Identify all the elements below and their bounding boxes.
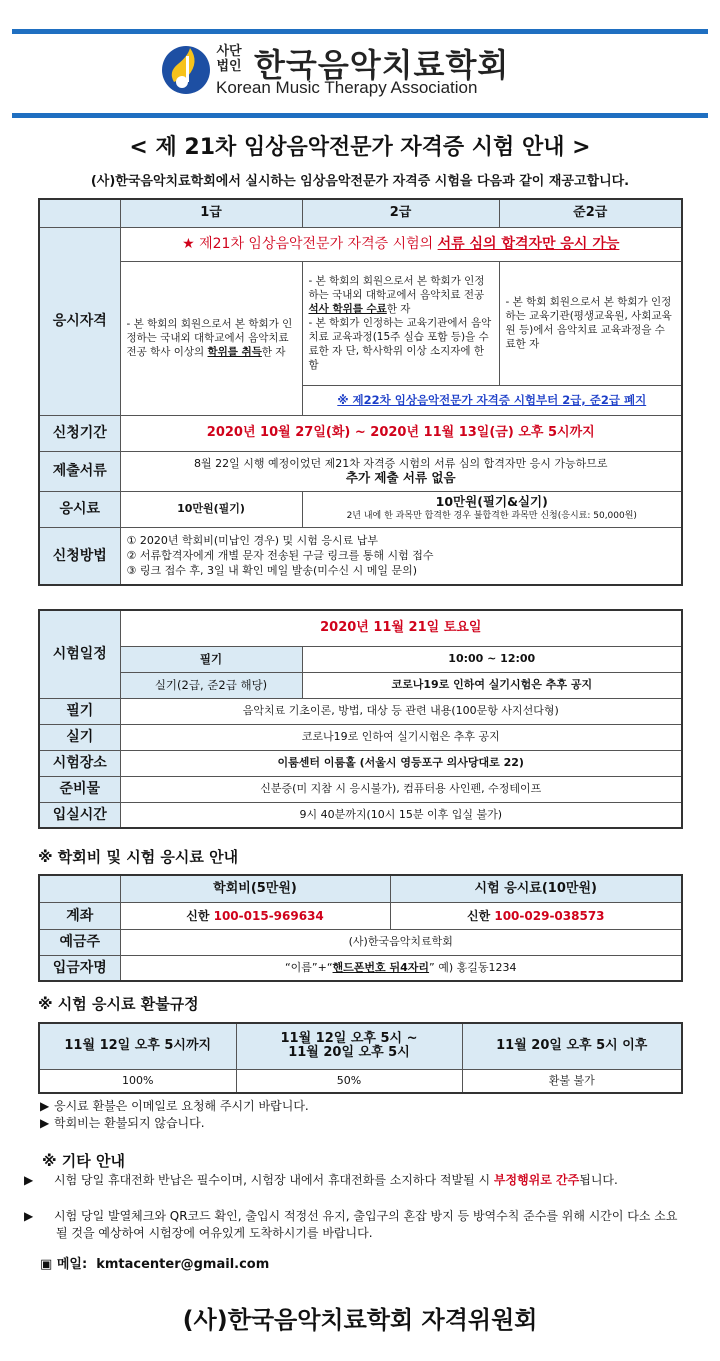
- blank-corner: [39, 199, 120, 227]
- apply-period: 2020년 10월 27일(화) ~ 2020년 11월 13일(금) 오후 5시까지: [120, 415, 682, 451]
- depositor: “이름”+“핸드폰번호 뒤4자리” 예) 홍길동1234: [120, 955, 682, 981]
- account-label: 계좌: [39, 902, 120, 929]
- etc-note-2: ▶ 시험 당일 발열체크와 QR코드 확인, 출입시 적정선 유지, 출입구의 혼잡 방지 등 방역수칙 준수를 위해 시간이 다소 소요될 것을 예상하여 시험장에 여유있게 도착하시기를 바랍니다.: [24, 1209, 678, 1240]
- venue-label: 시험장소: [39, 750, 120, 776]
- square-bullet-icon: ▣: [40, 1257, 53, 1272]
- account-membership: 신한 100-015-969634: [120, 902, 390, 929]
- email-address[interactable]: kmtacenter@gmail.com: [96, 1257, 270, 1272]
- refund-note-2: ▶ 학회비는 환불되지 않습니다.: [40, 1116, 205, 1130]
- col-grade2-sub: 준2급: [499, 199, 682, 227]
- music-note-logo-icon: [160, 42, 210, 98]
- pilgi-content: 음악치료 기초이론, 방법, 대상 등 관련 내용(100문항 사지선다형): [120, 698, 682, 724]
- fee-section-heading: ※ 학회비 및 시험 응시료 안내: [38, 848, 239, 866]
- prep-label: 준비물: [39, 776, 120, 802]
- schedule-label: 시험일정: [39, 610, 120, 698]
- docs-content: 8월 22일 시행 예정이었던 제21차 자격증 시험의 서류 심의 합격자만 응시 가능하므로 추가 제출 서류 없음: [120, 451, 682, 491]
- apply-label: 신청기간: [39, 415, 120, 451]
- holder: (사)한국음악치료학회: [120, 929, 682, 955]
- col-exam-fee: 시험 응시료(10만원): [390, 875, 682, 902]
- prep: 신분증(미 지참 시 응시불가), 컴퓨터용 사인펜, 수정테이프: [120, 776, 682, 802]
- refund-v3: 환불 불가: [462, 1069, 682, 1093]
- refund-col2: 11월 12일 오후 5시 ~ 11월 20일 오후 5시: [236, 1023, 462, 1069]
- pilgi-label: 필기: [39, 698, 120, 724]
- col-grade2: 2급: [302, 199, 499, 227]
- org-name-kor: 한국음악치료학회: [254, 46, 510, 84]
- triangle-bullet-icon: ▶: [40, 1099, 50, 1113]
- qual-grade2: - 본 학회의 회원으로서 본 학회가 인정하는 국내외 대학교에서 음악치료 전공 석사 학위를 수료한 자 - 본 학회가 인정하는 교육기관에서 음악치료 교육과정(15주 실습 포함 등)을 수료한 자 단, 학사학위 이상 소지자에 한함: [302, 261, 499, 385]
- page-title: < 제 21차 임상음악전문가 자격증 시험 안내 >: [129, 135, 591, 160]
- written-time: 10:00 ~ 12:00: [302, 646, 682, 672]
- blank-corner: [39, 875, 120, 902]
- org-name-eng: Korean Music Therapy Association: [216, 78, 478, 97]
- written-label: 필기: [120, 646, 302, 672]
- application-table: [38, 198, 683, 586]
- entry-label: 입실시간: [39, 802, 120, 828]
- triangle-bullet-icon: ▶: [40, 1116, 50, 1130]
- refund-col1: 11월 12일 오후 5시까지: [39, 1023, 236, 1069]
- method-content: ① 2020년 학회비(미납인 경우) 및 시험 응시료 납부 ② 서류합격자에게 개별 문자 전송된 구글 링크를 통해 시험 접수 ③ 링크 접수 후, 3일 내 확인 메일 발송(미수신 시 메일 문의): [120, 527, 682, 585]
- exam-table: [38, 609, 683, 829]
- refund-v2: 50%: [236, 1069, 462, 1093]
- practical-label: 실기(2급, 준2급 해당): [120, 672, 302, 698]
- refund-col3: 11월 20일 오후 5시 이후: [462, 1023, 682, 1069]
- qual-abolish-note: ※ 제22차 임상음악전문가 자격증 시험부터 2급, 준2급 폐지: [302, 385, 682, 415]
- qual-notice: ★ 제21차 임상음악전문가 자격증 시험의 서류 심의 합격자만 응시 가능: [120, 227, 682, 261]
- col-membership-fee: 학회비(5만원): [120, 875, 390, 902]
- method-label: 신청방법: [39, 527, 120, 585]
- docs-label: 제출서류: [39, 451, 120, 491]
- fee-label: 응시료: [39, 491, 120, 527]
- refund-section-heading: ※ 시험 응시료 환불규정: [38, 995, 199, 1013]
- holder-label: 예금주: [39, 929, 120, 955]
- logo: [160, 40, 580, 106]
- qual-label: 응시자격: [39, 227, 120, 415]
- fee-table: [38, 874, 683, 982]
- qual-grade1: - 본 학회의 회원으로서 본 학회가 인정하는 국내외 대학교에서 음악치료 전공 학사 이상의 학위를 취득한 자: [120, 261, 302, 415]
- top-bar: [12, 29, 708, 34]
- silgi-content: 코로나19로 인하여 실기시험은 추후 공지: [120, 724, 682, 750]
- org-prefix: 사단 법인: [216, 44, 242, 74]
- practical-time: 코로나19로 인하여 실기시험은 추후 공지: [302, 672, 682, 698]
- refund-table: [38, 1022, 683, 1094]
- refund-v1: 100%: [39, 1069, 236, 1093]
- page-subtitle: (사)한국음악치료학회에서 실시하는 임상음악전문가 자격증 시험을 다음과 같이 재공고합니다.: [90, 174, 630, 189]
- account-exam: 신한 100-029-038573: [390, 902, 682, 929]
- silgi-label: 실기: [39, 724, 120, 750]
- header-divider: [12, 113, 708, 118]
- refund-note-1: ▶ 응시료 환불은 이메일로 요청해 주시기 바랍니다.: [40, 1099, 309, 1113]
- col-grade1: 1급: [120, 199, 302, 227]
- email-line: ▣ 메일: kmtacenter@gmail.com: [40, 1257, 270, 1272]
- footer-committee: (사)한국음악치료학회 자격위원회: [182, 1306, 538, 1334]
- etc-note-1: ▶ 시험 당일 휴대전화 반납은 필수이며, 시험장 내에서 휴대전화를 소지하다 적발될 시 부정행위로 간주됩니다.: [24, 1173, 618, 1187]
- entry: 9시 40분까지(10시 15분 이후 입실 불가): [120, 802, 682, 828]
- exam-date: 2020년 11월 21일 토요일: [120, 610, 682, 646]
- etc-section-heading: ※ 기타 안내: [42, 1152, 125, 1170]
- triangle-bullet-icon: ▶: [24, 1209, 34, 1223]
- fee-grade2: 10만원(필기&실기) 2년 내에 한 과목만 합격한 경우 불합격한 과목만 신청(응시료: 50,000원): [302, 491, 682, 527]
- venue: 이룸센터 이룸홀 (서울시 영등포구 의사당대로 22): [120, 750, 682, 776]
- qual-grade2-sub: - 본 학회 회원으로서 본 학회가 인정하는 교육기관(평생교육원, 사회교육원 등)에서 음악치료 교육과정을 수료한 자: [499, 261, 682, 385]
- triangle-bullet-icon: ▶: [24, 1173, 34, 1187]
- depositor-label: 입금자명: [39, 955, 120, 981]
- fee-grade1: 10만원(필기): [120, 491, 302, 527]
